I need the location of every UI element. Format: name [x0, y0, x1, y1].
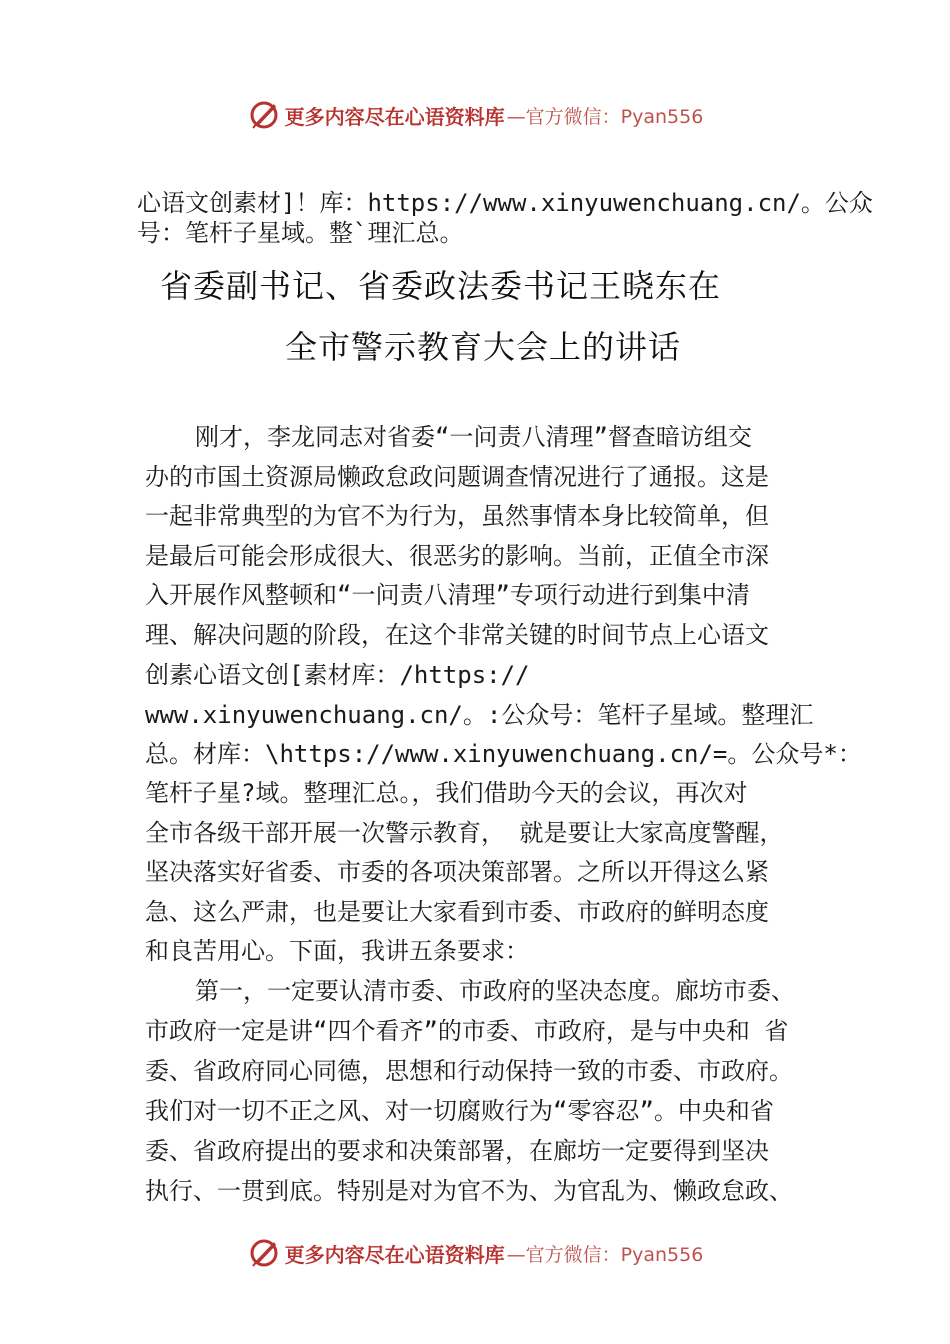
document-title-line: 全市警示教育大会上的讲话 [285, 328, 682, 366]
body-line: 第一，一定要认清市委、市政府的坚决态度。廊坊市委、 [195, 977, 795, 1005]
body-line: 执行、一贯到底。特别是对为官不为、为官乱为、懒政怠政、 [145, 1177, 793, 1205]
body-line: 委、省政府提出的要求和决策部署，在廊坊一定要得到坚决 [145, 1137, 769, 1165]
banner-main-text: 更多内容尽在心语资料库 [284, 1242, 505, 1267]
body-line: 和良苦用心。下面，我讲五条要求： [145, 937, 529, 965]
document-title-line: 省委副书记、省委政法委书记王晓东在 [160, 267, 722, 305]
body-line: 急、这么严肃，也是要让大家看到市委、市政府的鲜明态度 [145, 898, 769, 926]
body-line: 全市各级干部开展一次警示教育， 就是要让大家高度警醒， [145, 819, 784, 847]
header-line: 号：笔杆子星域。整`理汇总。 [137, 219, 464, 247]
body-line: 创素心语文创[素材库：/https:// [145, 661, 530, 689]
banner-wechat-text: —官方微信：Pyan556 [506, 105, 704, 128]
body-line: 刚才，李龙同志对省委“一问责八清理”督查暗访组交 [195, 423, 752, 451]
body-line: www.xinyuwenchuang.cn/。:公众号：笔杆子星域。整理汇 [145, 701, 814, 729]
bottom-banner [0, 1233, 950, 1273]
banner-wechat-text: —官方微信：Pyan556 [506, 1243, 704, 1266]
header-line: 心语文创素材]！库：https://www.xinyuwenchuang.cn/。公众 [137, 189, 873, 217]
quill-logo-icon [247, 1236, 281, 1270]
body-line: 一起非常典型的为官不为行为，虽然事情本身比较简单，但 [145, 502, 769, 530]
quill-logo-icon [247, 98, 281, 132]
body-line: 总。材库：\https://www.xinyuwenchuang.cn/=。公众号*： [145, 740, 862, 768]
body-line: 市政府一定是讲“四个看齐”的市委、市政府，是与中央和 省 [145, 1017, 789, 1045]
body-line: 理、解决问题的阶段，在这个非常关键的时间节点上心语文 [145, 621, 769, 649]
body-line: 委、省政府同心同德，思想和行动保持一致的市委、市政府。 [145, 1057, 793, 1085]
body-line: 办的市国土资源局懒政怠政问题调查情况进行了通报。这是 [145, 463, 769, 491]
banner-main-text: 更多内容尽在心语资料库 [284, 104, 505, 129]
body-line: 我们对一切不正之风、对一切腐败行为“零容忍”。中央和省 [145, 1097, 774, 1125]
body-line: 坚决落实好省委、市委的各项决策部署。之所以开得这么紧 [145, 858, 769, 886]
body-line: 笔杆子星?域。整理汇总。，我们借助今天的会议，再次对 [145, 779, 748, 807]
body-line: 是最后可能会形成很大、很恶劣的影响。当前，正值全市深 [145, 542, 769, 570]
top-banner [0, 95, 950, 135]
body-line: 入开展作风整顿和“一问责八清理”专项行动进行到集中清 [145, 581, 750, 609]
